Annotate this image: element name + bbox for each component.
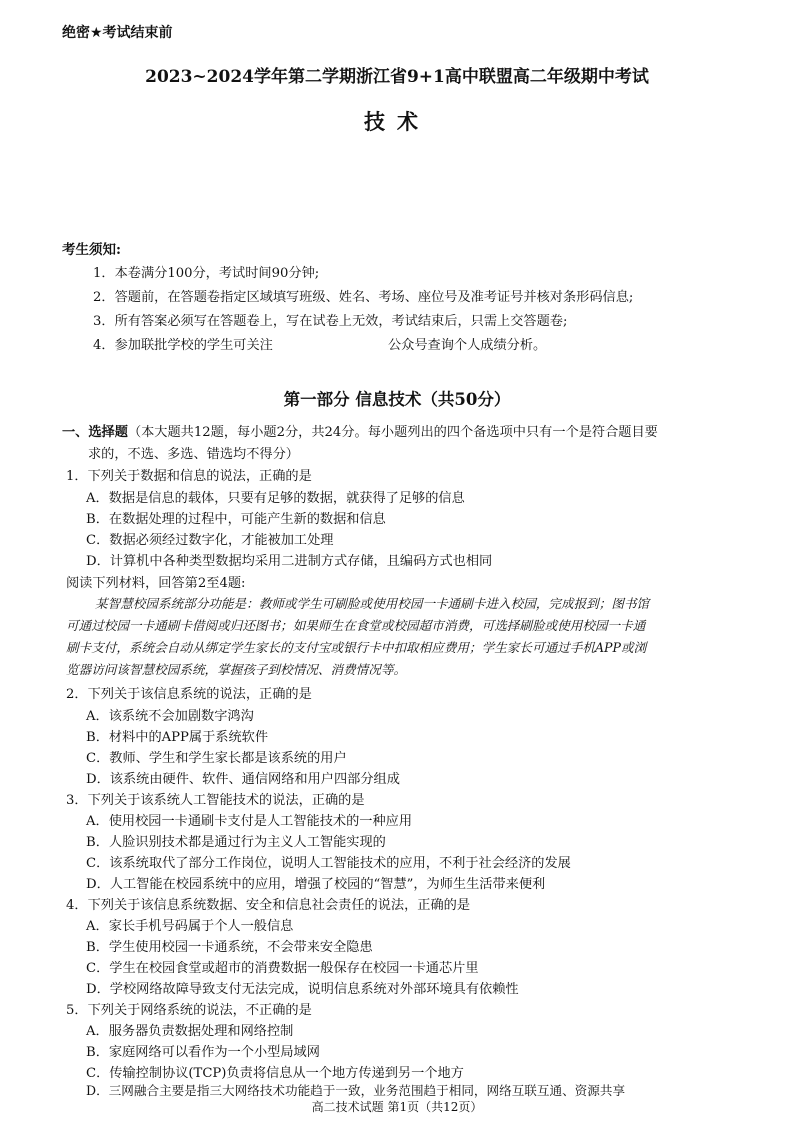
notice-heading: 考生须知: (62, 242, 121, 258)
material-intro: 阅读下列材料，回答第2至4题: (66, 576, 246, 591)
notice-item: 3．所有答案必须写在答题卷上，写在试卷上无效，考试结束后，只需上交答题卷; (93, 314, 568, 329)
answer-option: D．计算机中各种类型数据均采用二进制方式存储，且编码方式也相同 (86, 554, 493, 569)
section-heading (62, 421, 658, 440)
material-line: 览器访问该智慧校园系统，掌握孩子到校情况、消费情况等。 (66, 662, 407, 677)
notice-item: 1．本卷满分100分，考试时间90分钟; (93, 266, 320, 281)
question-stem: 2．下列关于该信息系统的说法，正确的是 (66, 687, 312, 702)
answer-option: C．传输控制协议(TCP)负责将信息从一个地方传递到另一个地方 (86, 1066, 464, 1081)
answer-option: A．数据是信息的载体，只要有足够的数据，就获得了足够的信息 (86, 491, 465, 506)
answer-option: B．学生使用校园一卡通系统，不会带来安全隐患 (86, 940, 373, 955)
answer-option: C．该系统取代了部分工作岗位，说明人工智能技术的应用，不利于社会经济的发展 (86, 856, 571, 871)
question-stem: 5．下列关于网络系统的说法，不正确的是 (66, 1003, 312, 1018)
section-description-cont: 求的，不选、多选、错选均不得分） (88, 447, 299, 462)
answer-option: C．学生在校园食堂或超市的消费数据一般保存在校园一卡通芯片里 (86, 961, 479, 976)
section-description: （本大题共12题，每小题2分，共24分。每小题列出的四个备选项中只有一个是符合题目要 (127, 425, 658, 440)
answer-option: A．使用校园一卡通刷卡支付是人工智能技术的一种应用 (86, 814, 413, 829)
answer-option: D．三网融合主要是指三大网络技术功能趋于一致，业务范围趋于相同，网络互联互通、资源共享 (86, 1083, 626, 1098)
question-stem: 3．下列关于该系统人工智能技术的说法，正确的是 (66, 793, 365, 808)
answer-option: B．人脸识别技术都是通过行为主义人工智能实现的 (86, 835, 386, 850)
answer-option: B．材料中的APP属于系统软件 (86, 730, 269, 745)
part-title: 第一部分 信息技术（共50分） (283, 390, 511, 409)
answer-option: D．学校网络故障导致支付无法完成，说明信息系统对外部环境具有依赖性 (86, 982, 519, 997)
material-line: 可通过校园一卡通刷卡借阅或归还图书；如果师生在食堂或校园超市消费，可选择刷脸或使用校园一卡通 (66, 618, 646, 633)
page-footer: 高二技术试题 第1页（共12页） (311, 1100, 483, 1114)
subject-title: 技术 (364, 109, 430, 134)
answer-option: A．家长手机号码属于个人一般信息 (86, 919, 294, 934)
section-label: 一、选择题 (62, 425, 128, 440)
answer-option: A．服务器负责数据处理和网络控制 (86, 1024, 294, 1039)
answer-option: C．数据必须经过数字化，才能被加工处理 (86, 533, 334, 548)
answer-option: C．教师、学生和学生家长都是该系统的用户 (86, 751, 347, 766)
answer-option: A．该系统不会加剧数字鸿沟 (86, 709, 254, 724)
answer-option: D．该系统由硬件、软件、通信网络和用户四部分组成 (86, 772, 400, 787)
question-stem: 1．下列关于数据和信息的说法，正确的是 (66, 469, 312, 484)
answer-option: D．人工智能在校园系统中的应用，增强了校园的“智慧”，为师生生活带来便利 (86, 877, 546, 892)
answer-option: B．在数据处理的过程中，可能产生新的数据和信息 (86, 512, 386, 527)
notice-item: 2．答题前，在答题卷指定区域填写班级、姓名、考场、座位号及准考证号并核对条形码信息; (93, 290, 634, 305)
exam-title: 2023~2024学年第二学期浙江省9+1高中联盟高二年级期中考试 (145, 67, 649, 87)
question-stem: 4．下列关于该信息系统数据、安全和信息社会责任的说法，正确的是 (66, 898, 471, 913)
notice-item: 4．参加联批学校的学生可关注 (93, 338, 273, 353)
confidential-label: 绝密★考试结束前 (62, 25, 173, 41)
answer-option: B．家庭网络可以看作为一个小型局域网 (86, 1045, 320, 1060)
notice-item-tail: 公众号查询个人成绩分析。 (388, 338, 547, 353)
material-line: 某智慧校园系统部分功能是：教师或学生可刷脸或使用校园一卡通刷卡进入校园，完成报到；图书馆 (95, 596, 650, 611)
material-line: 刷卡支付，系统会自动从绑定学生家长的支付宝或银行卡中扣取相应费用；学生家长可通过手机APP或浏 (66, 640, 647, 655)
